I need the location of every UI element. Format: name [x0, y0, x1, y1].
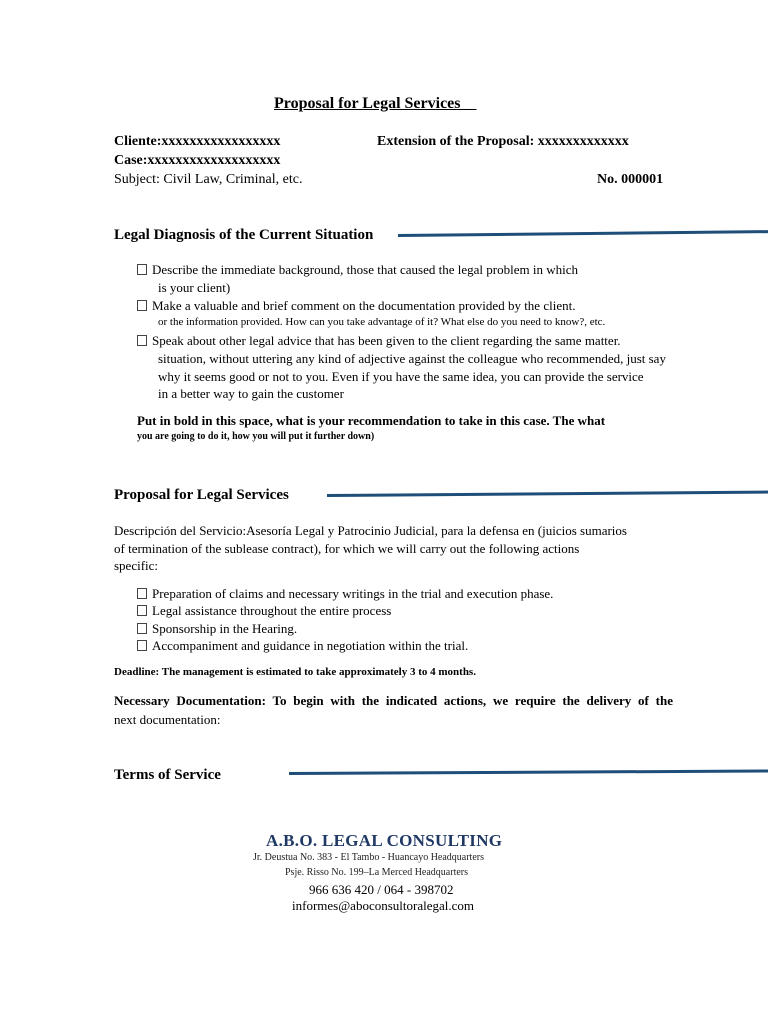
diagnosis-bullet-3-cont-3: in a better way to gain the customer	[158, 386, 344, 401]
service-description-line-2: of termination of the sublease contract), for which we will carry out the following actions	[114, 541, 580, 556]
checkbox-bullet-icon	[137, 300, 147, 311]
proposal-heading-rule	[327, 491, 768, 497]
phone-numbers: 966 636 420 / 064 - 398702	[309, 882, 454, 897]
recommendation-text: Put in bold in this space, what is your recommendation to take in this case. The what	[137, 413, 606, 428]
proposal-heading: Proposal for Legal Services	[114, 487, 289, 503]
checkbox-bullet-icon	[137, 588, 147, 599]
proposal-extension-field: Extension of the Proposal: xxxxxxxxxxxxx	[377, 134, 629, 149]
address-huancayo: Jr. Deustua No. 383 - El Tambo - Huancayo Headquarters	[253, 852, 484, 863]
diagnosis-bullet-2: Make a valuable and brief comment on the documentation provided by the client.	[137, 297, 575, 315]
service-description-line-1: Descripción del Servicio:Asesoría Legal y Patrocinio Judicial, para la defensa en (juicios sumarios	[114, 523, 627, 538]
checkbox-bullet-icon	[137, 264, 147, 275]
company-name: A.B.O. LEGAL CONSULTING	[266, 831, 503, 850]
action-item: Preparation of claims and necessary writings in the trial and execution phase.	[137, 585, 553, 603]
terms-heading-rule	[289, 769, 768, 775]
checkbox-bullet-icon	[137, 335, 147, 346]
diagnosis-heading: Legal Diagnosis of the Current Situation	[114, 227, 374, 243]
diagnosis-bullet-3-cont-1: situation, without uttering any kind of adjective against the colleague who recommended, just say	[158, 351, 666, 366]
diagnosis-heading-rule	[398, 230, 768, 237]
diagnosis-bullet-1-cont: is your client)	[158, 280, 231, 295]
documentation-text: Necessary Documentation: To begin with the indicated actions, we require the delivery of the	[114, 693, 673, 708]
checkbox-bullet-icon	[137, 605, 147, 616]
documentation-text-cont: next documentation:	[114, 712, 221, 727]
case-field: Case:xxxxxxxxxxxxxxxxxxx	[114, 153, 281, 168]
checkbox-bullet-icon	[137, 623, 147, 634]
proposal-number: No. 000001	[597, 172, 664, 187]
contact-email[interactable]: informes@aboconsultoralegal.com	[292, 898, 474, 913]
recommendation-subtext: you are going to do it, how you will put it further down)	[137, 431, 375, 442]
address-la-merced: Psje. Risso No. 199–La Merced Headquarters	[285, 867, 469, 878]
checkbox-bullet-icon	[137, 640, 147, 651]
subject-field: Subject: Civil Law, Criminal, etc.	[114, 172, 303, 187]
client-field: Cliente:xxxxxxxxxxxxxxxxx	[114, 134, 281, 149]
diagnosis-bullet-3-cont-2: why it seems good or not to you. Even if you have the same idea, you can provide the service	[158, 369, 644, 384]
action-item: Accompaniment and guidance in negotiation within the trial.	[137, 637, 468, 655]
deadline-text: Deadline: The management is estimated to take approximately 3 to 4 months.	[114, 666, 476, 678]
action-item: Sponsorship in the Hearing.	[137, 620, 297, 638]
service-description-line-3: specific:	[114, 558, 159, 573]
terms-heading: Terms of Service	[114, 767, 221, 783]
action-item: Legal assistance throughout the entire process	[137, 602, 391, 620]
diagnosis-bullet-1: Describe the immediate background, those that caused the legal problem in which	[137, 261, 578, 279]
diagnosis-bullet-3: Speak about other legal advice that has been given to the client regarding the same matter.	[137, 332, 621, 350]
diagnosis-bullet-2-cont: or the information provided. How can you take advantage of it? What else do you need to know?, etc.	[158, 316, 606, 328]
document-title: Proposal for Legal Services	[274, 95, 461, 112]
